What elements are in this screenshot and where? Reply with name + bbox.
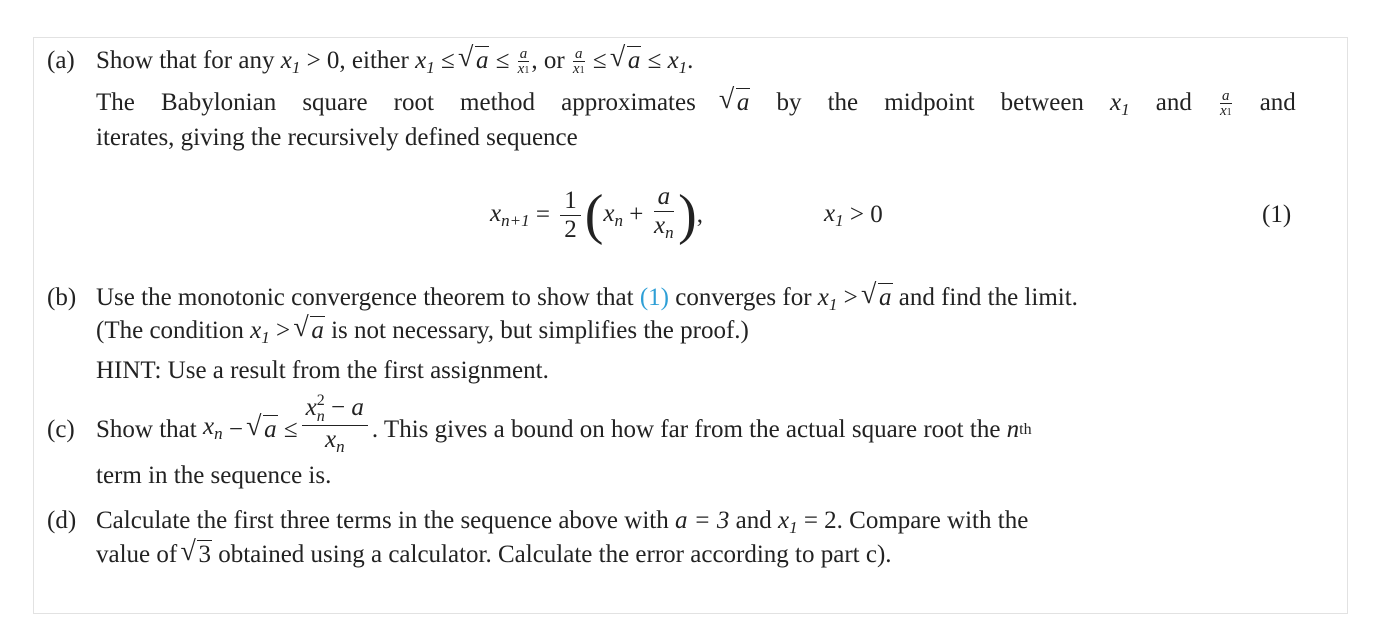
method-word: and xyxy=(1259,89,1296,116)
a-over-xn-fraction: $\frac{a}{x_n}$ xyxy=(654,183,674,242)
part-b-label: (b) xyxy=(47,284,77,311)
half-fraction: 1 2 xyxy=(560,187,581,244)
part-c-label: (c) xyxy=(47,416,75,443)
equation-condition: $x_1$ > 0 xyxy=(824,199,883,230)
method-word: $\frac{a}{x1}$ xyxy=(1219,87,1232,119)
method-word: by xyxy=(776,89,802,116)
part-c-line2: term in the sequence is. xyxy=(96,462,332,489)
part-a-statement: Show that for any $x_1 > 0$, either $x_1$ ≤ √ a ≤ $\frac{a}{x1}$ , or $\frac{a}{x1}$ ≤ √ $a \le x_1$. xyxy=(96,46,693,83)
part-d-line2: value of √ 3 obtained using a calculator. Calculate the error according to part c). xyxy=(96,540,892,570)
method-word: and xyxy=(1155,89,1192,116)
part-a-label: (a) xyxy=(47,47,75,74)
part-b-hint: HINT: Use a result from the first assignment. xyxy=(96,357,549,384)
method-words xyxy=(96,88,1296,125)
method-word: The xyxy=(96,89,135,116)
part-d-label: (d) xyxy=(47,507,77,534)
method-word: root xyxy=(393,89,434,116)
method-word: √ a xyxy=(722,88,751,125)
part-a-method-line xyxy=(96,88,1296,125)
method-word: the xyxy=(827,89,859,116)
method-word: between xyxy=(1000,89,1084,116)
method-word: square xyxy=(302,89,368,116)
method-word: Babylonian xyxy=(160,89,277,116)
equation-reference-link[interactable]: (1) xyxy=(639,284,669,311)
recursion-equation: $x_{n+1}$ = 1 2 ( $x_n$ + $\frac{a}{x_n}$ ) , xyxy=(490,183,703,246)
error-bound-fraction: $x^2_n - a$ $x_n$ xyxy=(302,394,368,461)
method-word: method xyxy=(460,89,536,116)
method-word: midpoint xyxy=(884,89,975,116)
part-a-line3: iterates, giving the recursively defined sequence xyxy=(96,124,578,151)
method-word: approximates xyxy=(561,89,696,116)
method-word: $x_1$ xyxy=(1110,89,1130,119)
equation-number: (1) xyxy=(1262,201,1292,228)
part-b-line2: (The condition $x_1$ > √ a is not necessary, but simplifies the proof.) xyxy=(96,316,749,353)
